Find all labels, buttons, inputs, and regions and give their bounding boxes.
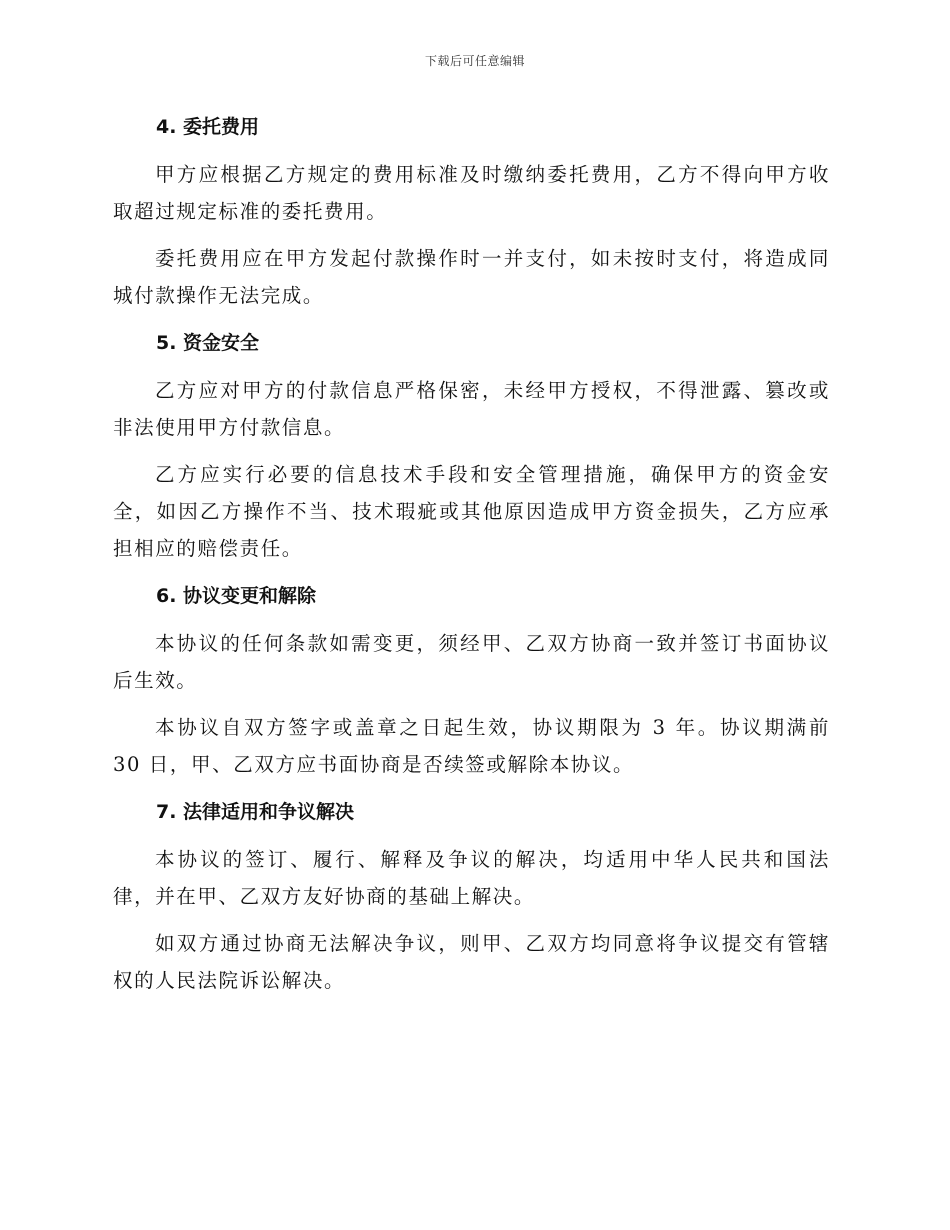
section-title: 6. 协议变更和解除 bbox=[156, 585, 317, 607]
paragraph: 甲方应根据乙方规定的费用标准及时缴纳委托费用，乙方不得向甲方收取超过规定标准的委托费用。 bbox=[113, 163, 830, 223]
section-title: 7. 法律适用和争议解决 bbox=[156, 801, 355, 823]
paragraph: 本协议的签订、履行、解释及争议的解决，均适用中华人民共和国法律，并在甲、乙双方友好协商的基础上解决。 bbox=[113, 848, 830, 908]
section-title: 5. 资金安全 bbox=[156, 332, 260, 354]
section-title: 4. 委托费用 bbox=[156, 116, 260, 138]
paragraph: 本协议的任何条款如需变更，须经甲、乙双方协商一致并签订书面协议后生效。 bbox=[113, 632, 830, 692]
section-fund-security bbox=[113, 324, 830, 567]
paragraph: 乙方应实行必要的信息技术手段和安全管理措施，确保甲方的资金安全，如因乙方操作不当、技术瑕疵或其他原因造成甲方资金损失，乙方应承担相应的赔偿责任。 bbox=[113, 463, 830, 560]
page-header: 下载后可任意编辑 bbox=[424, 54, 525, 68]
document-body bbox=[113, 108, 830, 1009]
section-governing-law bbox=[113, 793, 830, 999]
paragraph: 乙方应对甲方的付款信息严格保密，未经甲方授权，不得泄露、篡改或非法使用甲方付款信息。 bbox=[113, 379, 830, 439]
section-amendment-termination bbox=[113, 577, 830, 783]
section-fees bbox=[113, 108, 830, 314]
paragraph: 如双方通过协商无法解决争议，则甲、乙双方均同意将争议提交有管辖权的人民法院诉讼解决。 bbox=[113, 932, 830, 992]
paragraph: 委托费用应在甲方发起付款操作时一并支付，如未按时支付，将造成同城付款操作无法完成。 bbox=[113, 247, 830, 307]
paragraph: 本协议自双方签字或盖章之日起生效，协议期限为 3 年。协议期满前 30 日，甲、乙双方应书面协商是否续签或解除本协议。 bbox=[113, 716, 830, 776]
